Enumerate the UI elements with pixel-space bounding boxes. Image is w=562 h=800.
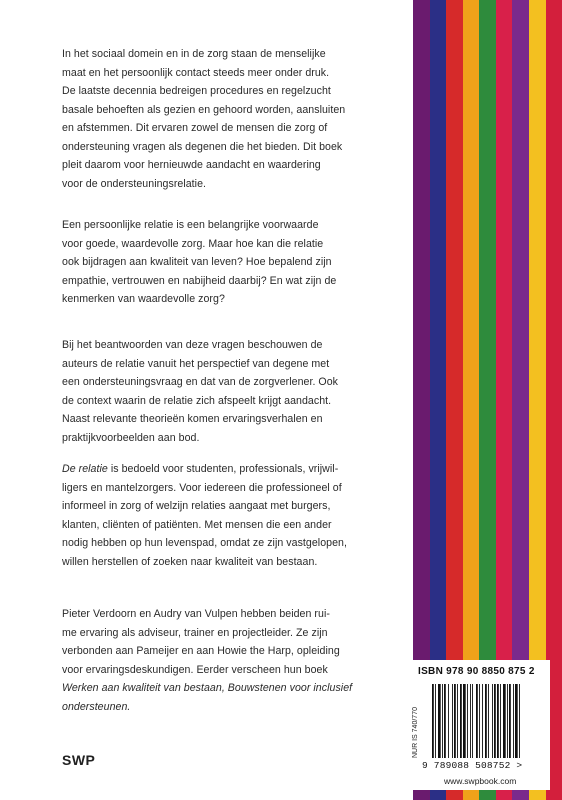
- text-line: Een persoonlijke relatie is een belangrijke voorwaarde: [62, 219, 319, 231]
- paragraph-audience: [62, 460, 412, 571]
- barcode-bar: [479, 684, 480, 758]
- text-line: klanten, cliënten of patiënten. Met mensen die een ander: [62, 518, 332, 531]
- barcode-bar: [488, 684, 489, 758]
- text-line: In het sociaal domein en in de zorg staan de menselijke: [62, 48, 326, 60]
- text-line: een ondersteuningsvraag en dat van de zorgverlener. Ook: [62, 376, 339, 388]
- barcode-bar: [509, 684, 511, 758]
- text-line: willen herstellen of zoeken naar kwaliteit van bestaan.: [62, 555, 318, 568]
- text-line: voor de ondersteuningsrelatie.: [62, 177, 207, 190]
- text-line: basale behoeften als gezien en gehoord worden, aansluiten: [62, 103, 346, 116]
- text-line: voor goede, waardevolle zorg. Maar hoe kan die relatie: [62, 237, 324, 250]
- barcode-bar: [492, 684, 493, 758]
- text-line: en afstemmen. Dit ervaren zowel de mensen die zorg of: [62, 122, 328, 134]
- barcode-bar: [444, 684, 446, 758]
- text-line: praktijkvoorbeelden aan bod.: [62, 431, 200, 444]
- text-line: auteurs de relatie vanuit het perspectief van degene met: [62, 357, 330, 370]
- paragraph-intro: [62, 45, 412, 193]
- text-line: verbonden aan Pameijer en aan Howie the Harp, opleiding: [62, 645, 340, 657]
- barcode-bar: [470, 684, 471, 758]
- isbn-label: ISBN 978 90 8850 875 2: [418, 666, 535, 677]
- text-line: [62, 460, 412, 479]
- barcode-bar: [432, 684, 434, 758]
- barcode-bar: [485, 684, 487, 758]
- text-line: kenmerken van waardevolle zorg?: [62, 293, 225, 305]
- barcode-bar: [519, 684, 520, 758]
- barcode-bar: [452, 684, 453, 758]
- barcode-bar: [457, 684, 458, 758]
- nur-label: NUR IS 740/770: [412, 707, 419, 758]
- book-title: De relatie: [62, 463, 108, 475]
- text-line: pleit daarom voor hernieuwde aandacht en waardering: [62, 159, 321, 171]
- barcode-bar: [507, 684, 508, 758]
- barcode-bar: [460, 684, 462, 758]
- text-line: voor ervaringsdeskundigen. Eerder verscheen hun boek: [62, 663, 328, 676]
- publisher-logo: SWP: [62, 752, 96, 768]
- barcode-bar: [472, 684, 473, 758]
- text-line: ook bijdragen aan kwaliteit van leven? Hoe bepalend zijn: [62, 256, 332, 268]
- text-line: informeel in zorg of welzijn relaties aangaat met burgers,: [62, 500, 331, 512]
- barcode-bar: [476, 684, 478, 758]
- text-line: Naast relevante theorieën komen ervaringsverhalen en: [62, 413, 323, 425]
- barcode-bar: [448, 684, 449, 758]
- text-line: me ervaring als adviseur, trainer en projectleider. Ze zijn: [62, 626, 328, 639]
- text-line: ondersteuning vragen als degenen die het bieden. Dit boek: [62, 140, 343, 153]
- book-reference: Werken aan kwaliteit van bestaan, Bouwstenen voor inclusief: [62, 682, 353, 694]
- barcode-bar: [513, 684, 514, 758]
- barcode-bar: [482, 684, 483, 758]
- text-line: nodig hebben op hun levenspad, omdat ze zijn vastgelopen,: [62, 537, 347, 549]
- barcode-bar: [467, 684, 468, 758]
- text-line: De laatste decennia bedreigen procedures en regelzucht: [62, 85, 331, 97]
- barcode-digits: 9 789088 508752 >: [422, 760, 523, 771]
- text-line: maat en het persoonlijk contact steeds meer onder druk.: [62, 66, 330, 79]
- barcode-graphic: [430, 684, 542, 758]
- book-reference: ondersteunen.: [62, 700, 131, 713]
- text-line: ligers en mantelzorgers. Voor iedereen die professioneel of: [62, 481, 342, 494]
- paragraph-approach: [62, 336, 412, 447]
- paragraph-authors: [62, 605, 412, 716]
- barcode-bar: [500, 684, 501, 758]
- barcode-bar: [503, 684, 506, 758]
- barcode-panel: [410, 660, 550, 790]
- text-line: empathie, vertrouwen en nabijheid daarbij? En wat zijn de: [62, 274, 337, 287]
- website-url: www.swpbook.com: [444, 776, 517, 786]
- text-span: is bedoeld voor studenten, professionals, vrijwil-: [107, 463, 339, 475]
- text-line: [62, 698, 412, 717]
- barcode-bar: [454, 684, 456, 758]
- text-line: Bij het beantwoorden van deze vragen beschouwen de: [62, 339, 323, 351]
- text-line: de context waarin de relatie zich afspeelt krijgt aandacht.: [62, 394, 332, 407]
- barcode-bar: [463, 684, 466, 758]
- barcode-bar: [438, 684, 441, 758]
- paragraph-questions: [62, 216, 412, 309]
- text-line: Pieter Verdoorn en Audry van Vulpen hebben beiden rui-: [62, 608, 330, 620]
- text-line: [62, 679, 412, 698]
- barcode-bar: [435, 684, 436, 758]
- barcode-bar: [494, 684, 496, 758]
- barcode-bar: [515, 684, 518, 758]
- barcode-bar: [497, 684, 499, 758]
- barcode-bar: [442, 684, 443, 758]
